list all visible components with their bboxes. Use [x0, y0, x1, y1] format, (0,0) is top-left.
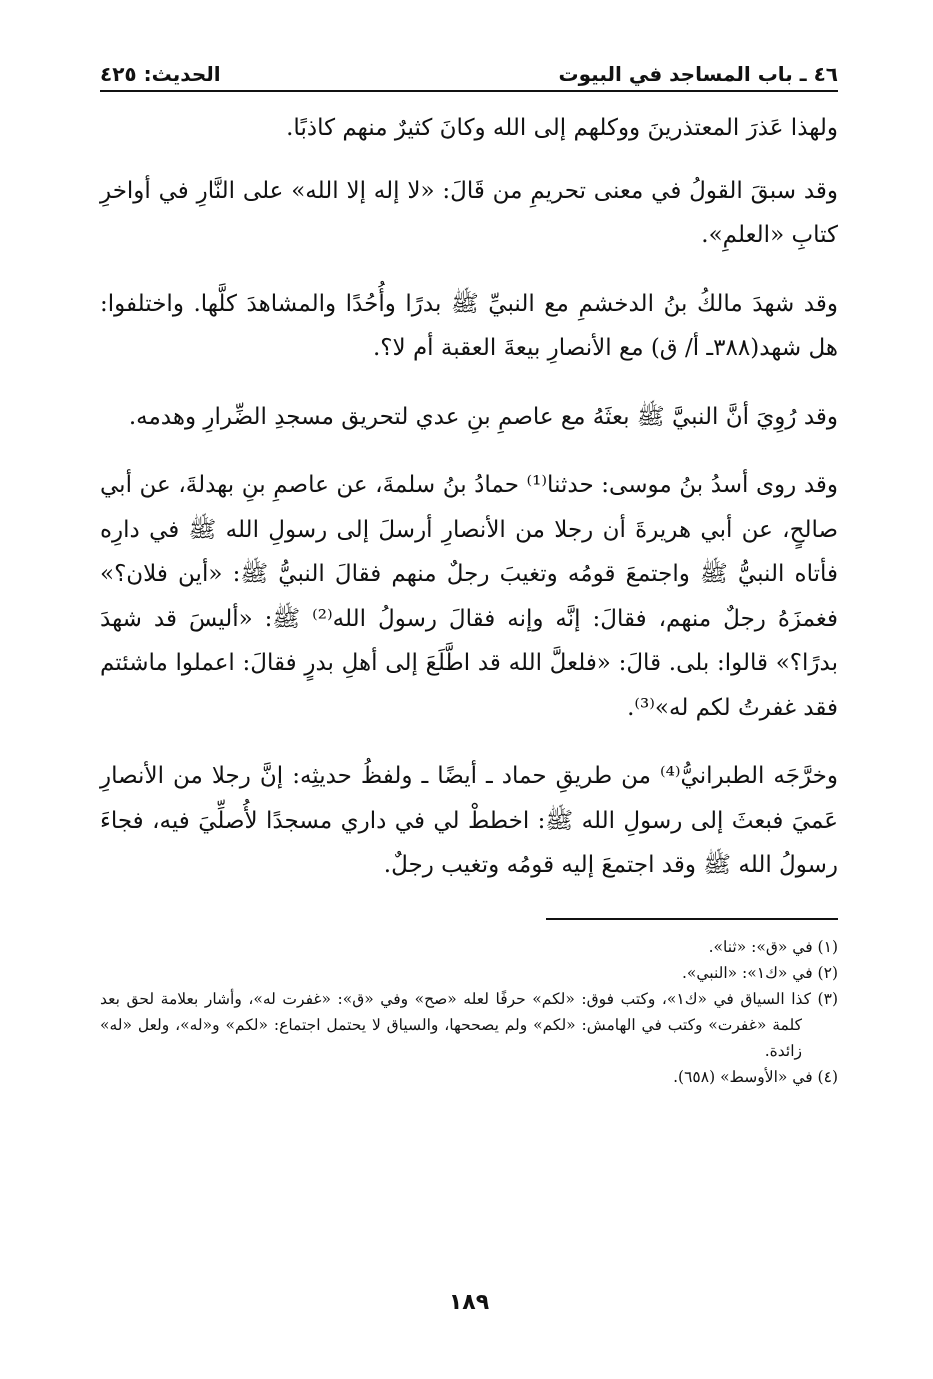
- book-page: [100, 58, 838, 1348]
- footnote: (٤) في «الأوسط» (٦٥٨).: [673, 1067, 838, 1086]
- footnote: (٣) كذا السياق في «ك١»، وكتب فوق: «لكم» حرفًا لعله «صح» وفي «ق»: «غفرت له»، وأشار بعلامة لحق بعد كلمة «غفرت» وكتب في الهامش: «لكم» ولم يصححها، والسياق لا يحتمل اجتماع: «لكم» و«له»، ولعل «له» زائدة.: [100, 989, 838, 1060]
- footnote: (١) في «ق»: «ثنا».: [708, 937, 838, 956]
- page-number: ١٨٩: [448, 1290, 490, 1315]
- footnotes: [100, 934, 838, 1090]
- paragraph: وخرَّجَه الطبرانيُّ⁽⁴⁾ من طريقِ حماد ـ أيضًا ـ ولفظُ حديثِه: إنَّ رجلا من الأنصارِ عَميَ فبعثَ إلى رسولِ الله ﷺ: اخططْ لي في داري مسجدًا لأُصلِّيَ فيه، فجاءَ رسولُ الله ﷺ وقد اجتمعَ إليه قومُه وتغيب رجلٌ.: [100, 763, 838, 878]
- hadith-number: الحديث: ٤٢٥: [100, 62, 221, 86]
- main-text: [100, 106, 838, 888]
- paragraph: وقد روى أسدُ بنُ موسى: حدثنا⁽¹⁾ حمادُ بنُ سلمةَ، عن عاصمِ بنِ بهدلةَ، عن أبي صالحٍ، عن أبي هريرةَ أن رجلا من الأنصارِ أرسلَ إلى رسولِ الله ﷺ في دارِه فأتاه النبيُّ ﷺ واجتمعَ قومُه وتغيبَ رجلٌ منهم فقالَ النبيُّ ﷺ: «أين فلان؟» فغمزَهُ رجلٌ منهم، فقالَ: إنَّه وإنه فقالَ رسولُ الله⁽²⁾ ﷺ: «أليسَ قد شهدَ بدرًا؟» قالوا: بلى. قالَ: «فلعلَّ الله قد اطَّلَعَ إلى أهلِ بدرٍ فقالَ: اعملوا ماشئتم فقد غفرتُ لكم له»⁽³⁾.: [100, 472, 838, 721]
- paragraph: وقد شهدَ مالكُ بنُ الدخشمِ مع النبيِّ ﷺ بدرًا وأُحُدًا والمشاهدَ كلَّها. واختلفوا: هل شهد(٣٨٨ـ أ/ ق) مع الأنصارِ بيعةَ العقبة أم لا؟.: [100, 290, 838, 361]
- running-header: [100, 58, 838, 92]
- paragraph: وقد رُوِيَ أنَّ النبيَّ ﷺ بعثَهُ مع عاصمِ بنِ عدي لتحريق مسجدِ الضِّرارِ وهدمه.: [128, 403, 838, 430]
- paragraph: ولهذا عَذرَ المعتذرينَ ووكلهم إلى الله وكانَ كثيرٌ منهم كاذبًا.: [286, 115, 838, 141]
- chapter-title: ٤٦ ـ باب المساجد في البيوت: [558, 62, 838, 86]
- paragraph: وقد سبقَ القولُ في معنى تحريمِ من قَالَ: «لا إله إلا الله» على النَّارِ في أواخرِ كتابِ «العلمِ».: [100, 177, 838, 248]
- footnote: (٢) في «ك١»: «النبي».: [681, 963, 838, 982]
- footnote-divider: [546, 918, 838, 920]
